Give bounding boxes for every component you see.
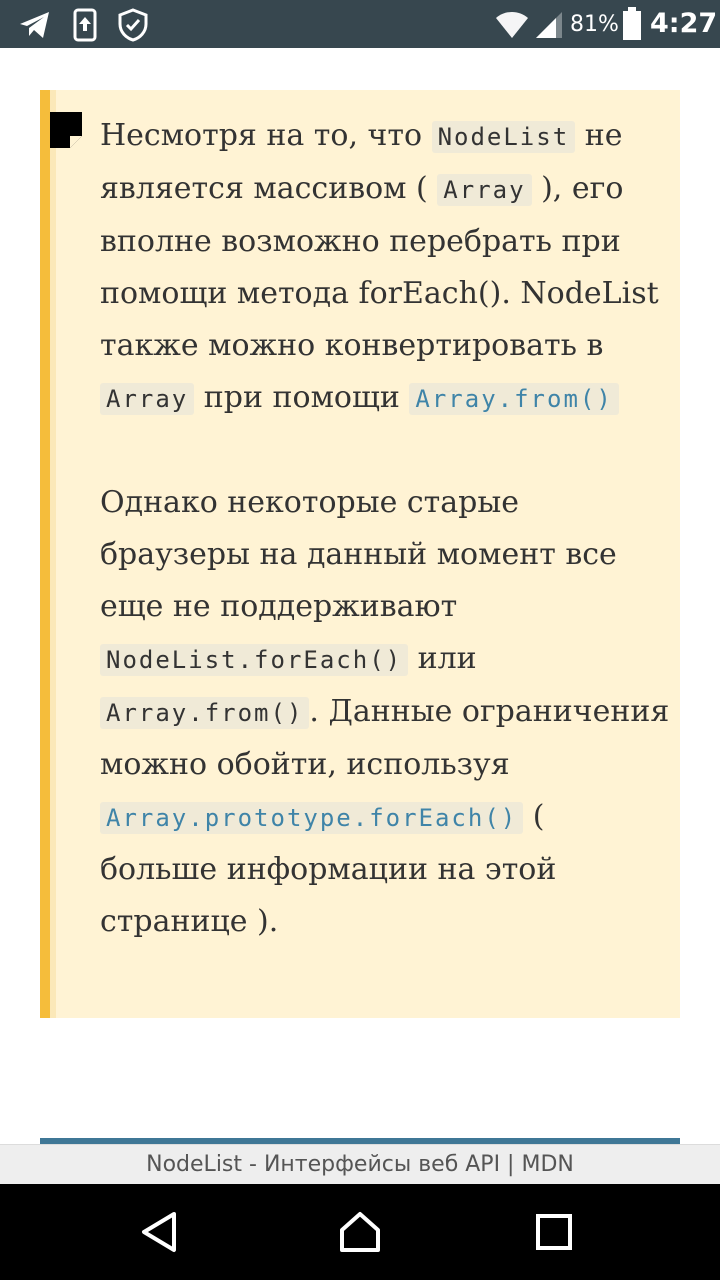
note-icon — [50, 112, 82, 148]
note-accent-bar — [40, 90, 50, 1018]
telegram-icon — [18, 8, 52, 42]
code-array: Array — [437, 174, 531, 206]
code-nodelist: NodeList — [432, 121, 576, 153]
note-text — [100, 110, 670, 948]
note-accent-bar-light — [50, 90, 56, 1018]
page-title-bar[interactable] — [0, 1144, 720, 1185]
code-nodelist-foreach: NodeList.forEach() — [100, 644, 408, 676]
note-paragraph-2: Однако некоторые старые браузеры на данный момент все еще не поддерживают NodeList.forEach() или Array.from() . Данные ограничения можно обойти, используя Array.prototype.forEach() ( больше информации на этой странице ). — [100, 485, 670, 939]
shield-check-icon — [116, 8, 150, 42]
link-array-prototype-foreach[interactable]: Array.prototype.forEach() — [100, 802, 523, 834]
back-icon[interactable] — [138, 1210, 182, 1254]
navigation-bar — [0, 1184, 720, 1280]
wifi-icon — [494, 8, 530, 40]
code-array-from: Array.from() — [100, 697, 309, 729]
note-box — [40, 90, 680, 1018]
app-update-icon — [68, 8, 102, 42]
battery-icon — [622, 7, 642, 41]
battery-percent: 81% — [570, 12, 619, 37]
code-array-2: Array — [100, 383, 194, 415]
status-bar — [0, 0, 720, 48]
note-paragraph-1: Несмотря на то, что NodeList не является массивом ( Array ), его вполне возможно перебрать при помощи метода forEach(). NodeList также можно конвертировать в Array при помощи Array.from() — [100, 118, 659, 415]
clock: 4:27 — [650, 8, 718, 39]
page-title: NodeList - Интерфейсы веб API | MDN — [146, 1152, 574, 1177]
recents-icon[interactable] — [532, 1210, 576, 1254]
link-array-from[interactable]: Array.from() — [409, 383, 618, 415]
home-icon[interactable] — [338, 1210, 382, 1254]
cell-signal-icon — [534, 10, 564, 40]
